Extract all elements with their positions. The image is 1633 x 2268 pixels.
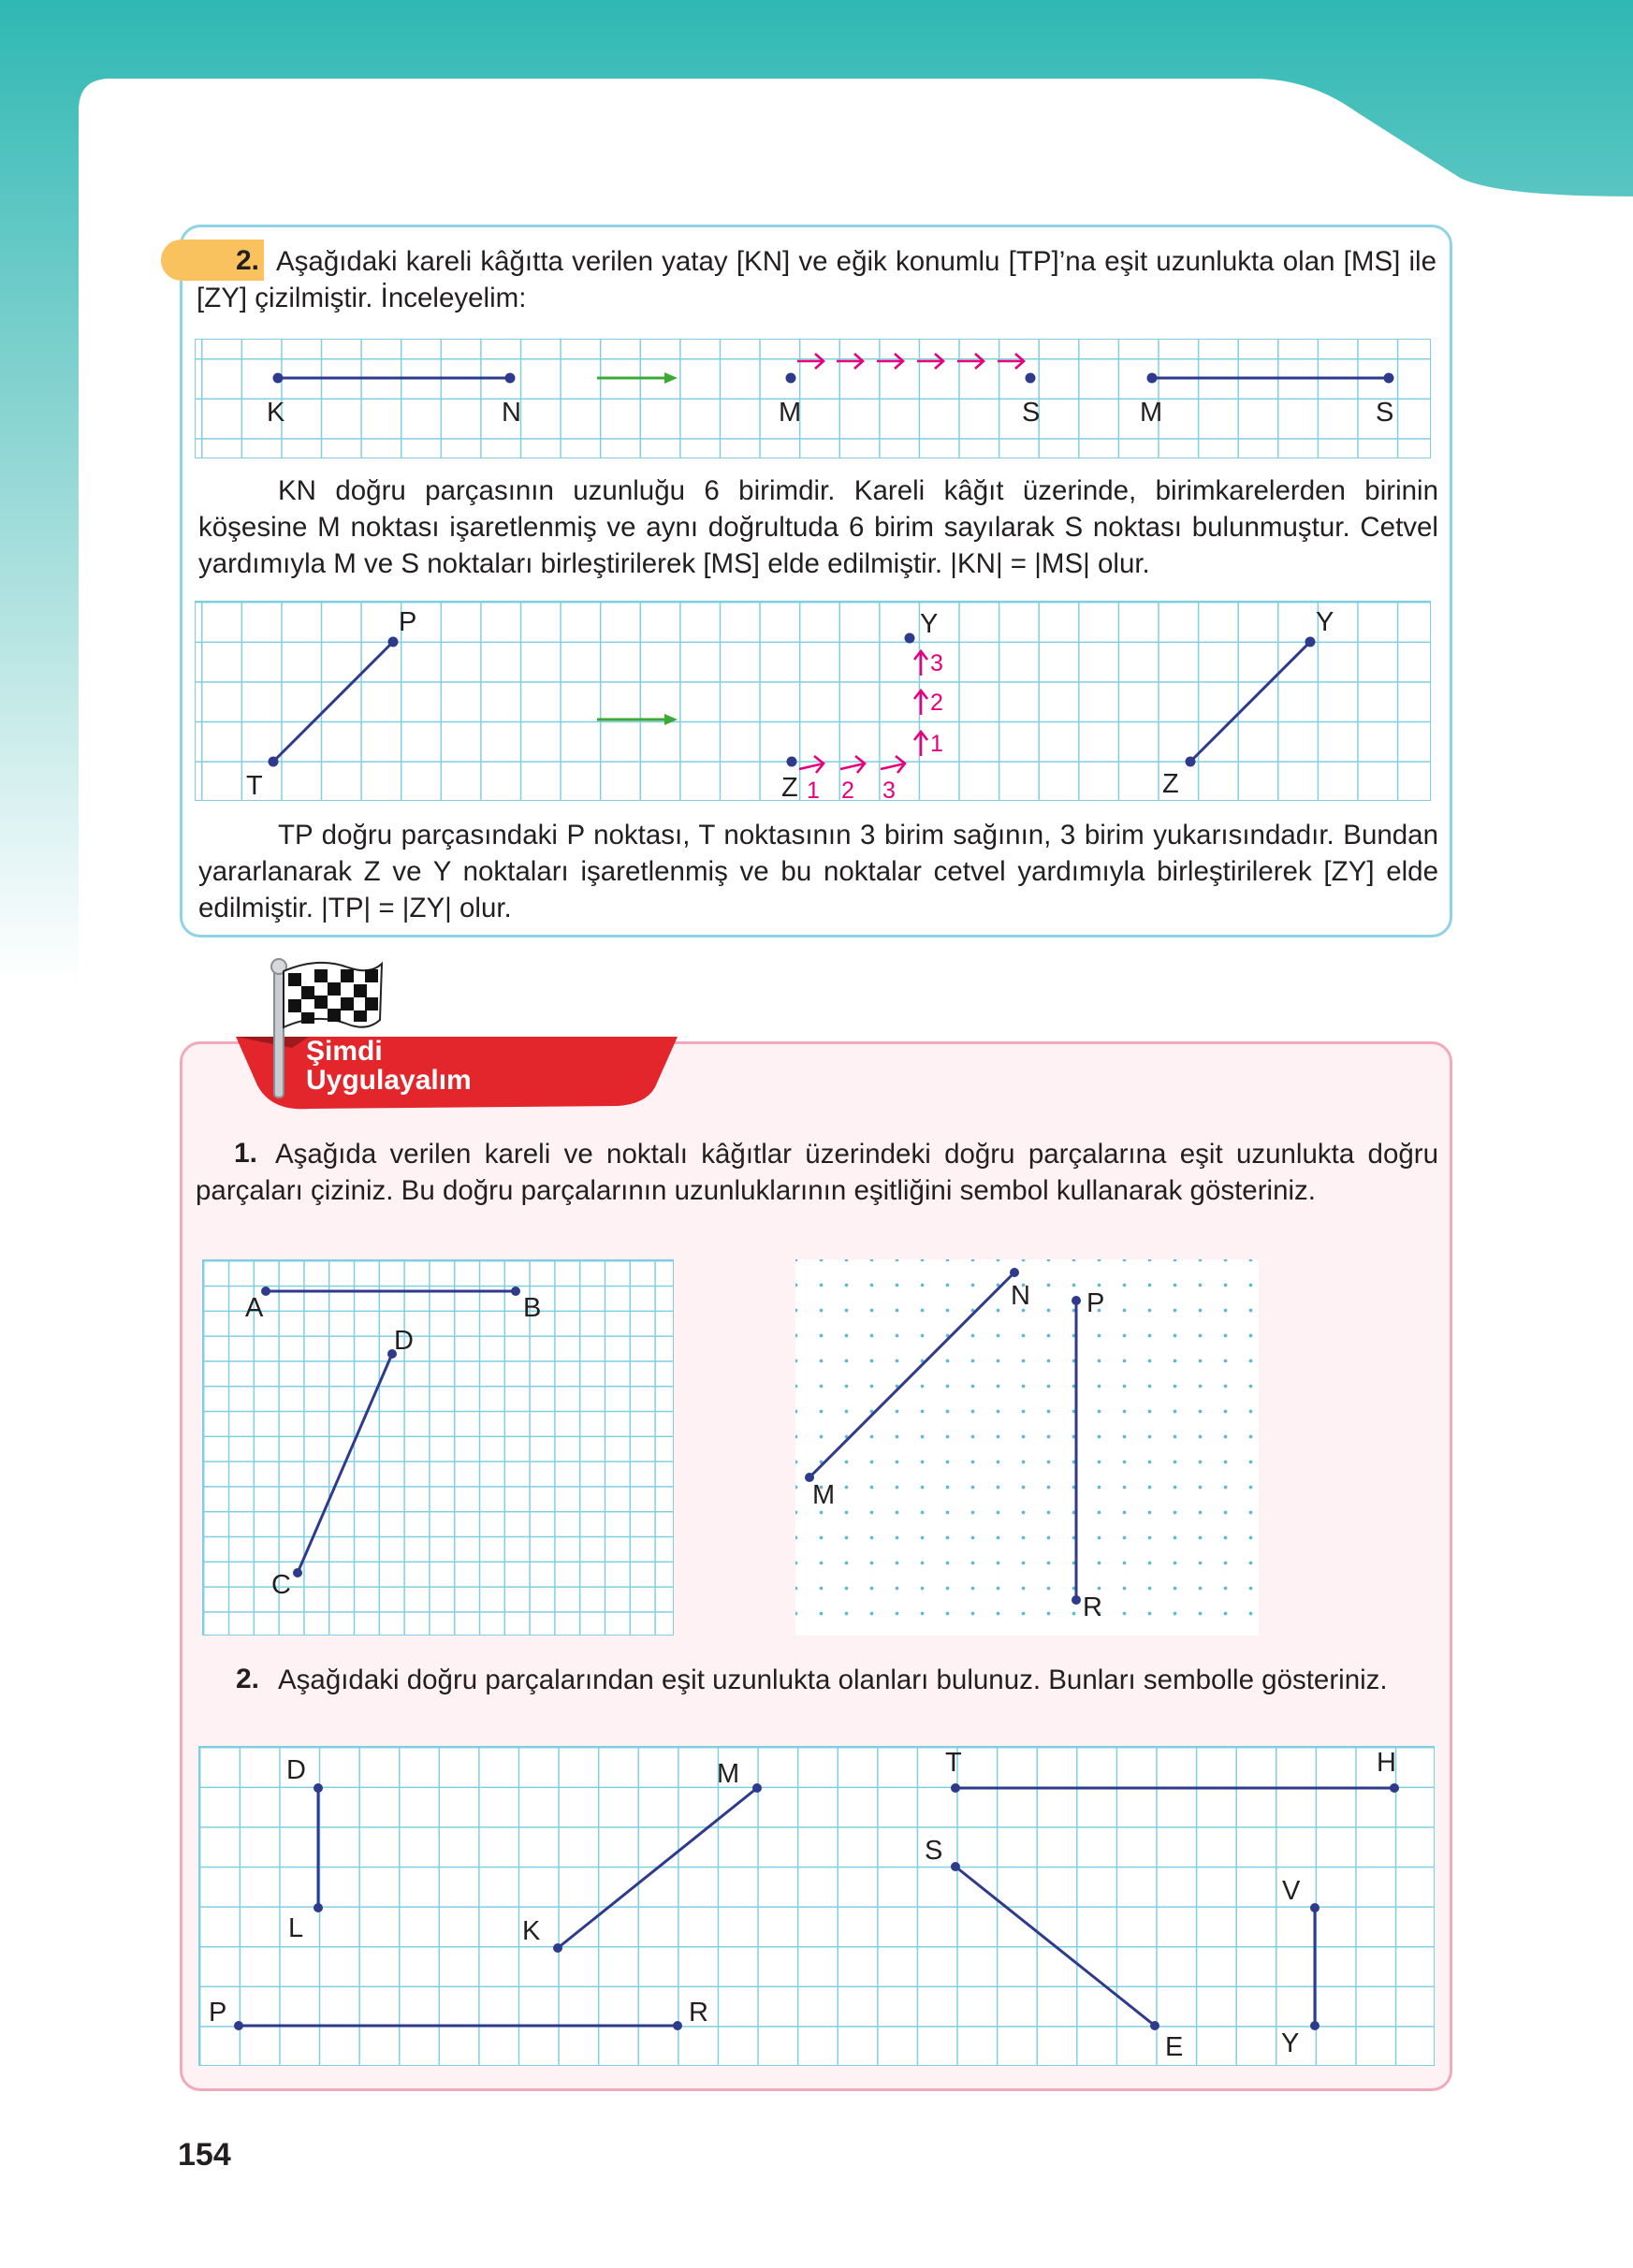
label-b: B: [523, 1293, 542, 1323]
point-e-q2: [1150, 2021, 1159, 2030]
label-m-start: M: [779, 398, 802, 428]
step-label-up-3: 3: [930, 650, 943, 676]
label-d-q2: D: [286, 1755, 306, 1785]
q1-number: 1.: [234, 1138, 258, 1169]
step-label-right-1: 1: [807, 778, 820, 804]
label-d: D: [394, 1326, 414, 1356]
point-y-q2: [1310, 2021, 1320, 2030]
label-y: Y: [1316, 607, 1334, 637]
label-r-q1: R: [1083, 1592, 1102, 1622]
label-p-q1: P: [1086, 1288, 1105, 1318]
point-m-q2: [752, 1783, 762, 1793]
label-k-q2: K: [522, 1916, 541, 1946]
q1-text: Aşağıda verilen kareli ve noktalı kâğıtlar üzerindeki doğru parçalarına eşit uzunlukta doğru parçaları çiziniz. Bu doğru parçalarının uzunluklarının eşitliğini sembol kullanarak gösteriniz.: [196, 1139, 1438, 1206]
point-t-q2: [951, 1783, 960, 1793]
point-p-q2: [234, 2021, 243, 2030]
segment-mk: [558, 1788, 757, 1948]
label-a: A: [245, 1293, 264, 1323]
label-n: N: [502, 398, 521, 428]
example-paragraph-2: TP doğru parçasındaki P noktası, T noktasının 3 birim sağının, 3 birim yukarısındadır. Bundan yararlanarak Z ve Y noktaları işaretlenmiş ve bu noktalar cetvel yardımıyla birleştirilerek [ZY] elde edilmiştir. |TP| = |ZY| olur.: [198, 820, 1438, 923]
step-label-up-2: 2: [930, 690, 943, 716]
label-r-q2: R: [689, 1998, 708, 2028]
label-p-q2: P: [209, 1998, 227, 2028]
point-s-q2: [951, 1862, 960, 1871]
example-number: 2.: [236, 245, 260, 276]
label-l-q2: L: [288, 1913, 304, 1943]
label-z: Z: [1162, 769, 1179, 799]
label-e-q2: E: [1165, 2032, 1184, 2062]
banner-line-1: Şimdi: [306, 1036, 383, 1067]
label-k: K: [267, 398, 285, 428]
label-v-q2: V: [1282, 1876, 1301, 1906]
label-s: S: [1376, 398, 1394, 428]
label-c: C: [271, 1570, 291, 1600]
banner-line-2: Uygulayalım: [306, 1065, 472, 1096]
label-n-q1: N: [1011, 1281, 1030, 1311]
point-d-q2: [313, 1783, 323, 1793]
example-paragraph-1: KN doğru parçasının uzunluğu 6 birimdir. Kareli kâğıt üzerinde, birimkarelerden birinin köşesine M noktası işaretlenmiş ve aynı doğrultuda 6 birim sayılarak S noktası bulunmuştur. Cetvel yardımıyla M ve S noktaları birleştirilerek [MS] elde edilmiştir. |KN| = |MS| olur.: [198, 475, 1438, 579]
label-p: P: [399, 607, 417, 637]
label-m: M: [1140, 398, 1163, 428]
point-h-q2: [1390, 1783, 1399, 1793]
q2-text: Aşağıdaki doğru parçalarından eşit uzunlukta olanları bulunuz. Bunları sembolle gösteriniz.: [278, 1665, 1388, 1695]
label-s-q2: S: [925, 1836, 943, 1866]
q2-number: 2.: [236, 1664, 260, 1694]
point-r-q2: [673, 2021, 682, 2030]
label-t: T: [246, 771, 263, 801]
example-intro: Aşağıdaki kareli kâğıtta verilen yatay [KN] ve eğik konumlu [TP]’na eşit uzunlukta olan [MS] ile [ZY] çizilmiştir. İnceleyelim:: [197, 246, 1436, 313]
step-label-up-1: 1: [930, 731, 943, 757]
point-v-q2: [1310, 1903, 1320, 1912]
label-z-start: Z: [781, 773, 798, 803]
step-label-right-3: 3: [882, 778, 896, 804]
point-l-q2: [313, 1903, 323, 1912]
step-label-right-2: 2: [841, 778, 854, 804]
point-k-q2: [553, 1943, 562, 1953]
segment-se: [955, 1867, 1155, 2026]
label-m-q2: M: [717, 1759, 740, 1789]
label-t-q2: T: [945, 1748, 962, 1778]
label-h-q2: H: [1377, 1748, 1396, 1778]
label-s-end: S: [1022, 398, 1041, 428]
label-y-end: Y: [920, 609, 939, 639]
page-number: 154: [178, 2137, 231, 2173]
label-y-q2: Y: [1281, 2028, 1300, 2058]
label-m-q1: M: [812, 1480, 836, 1510]
